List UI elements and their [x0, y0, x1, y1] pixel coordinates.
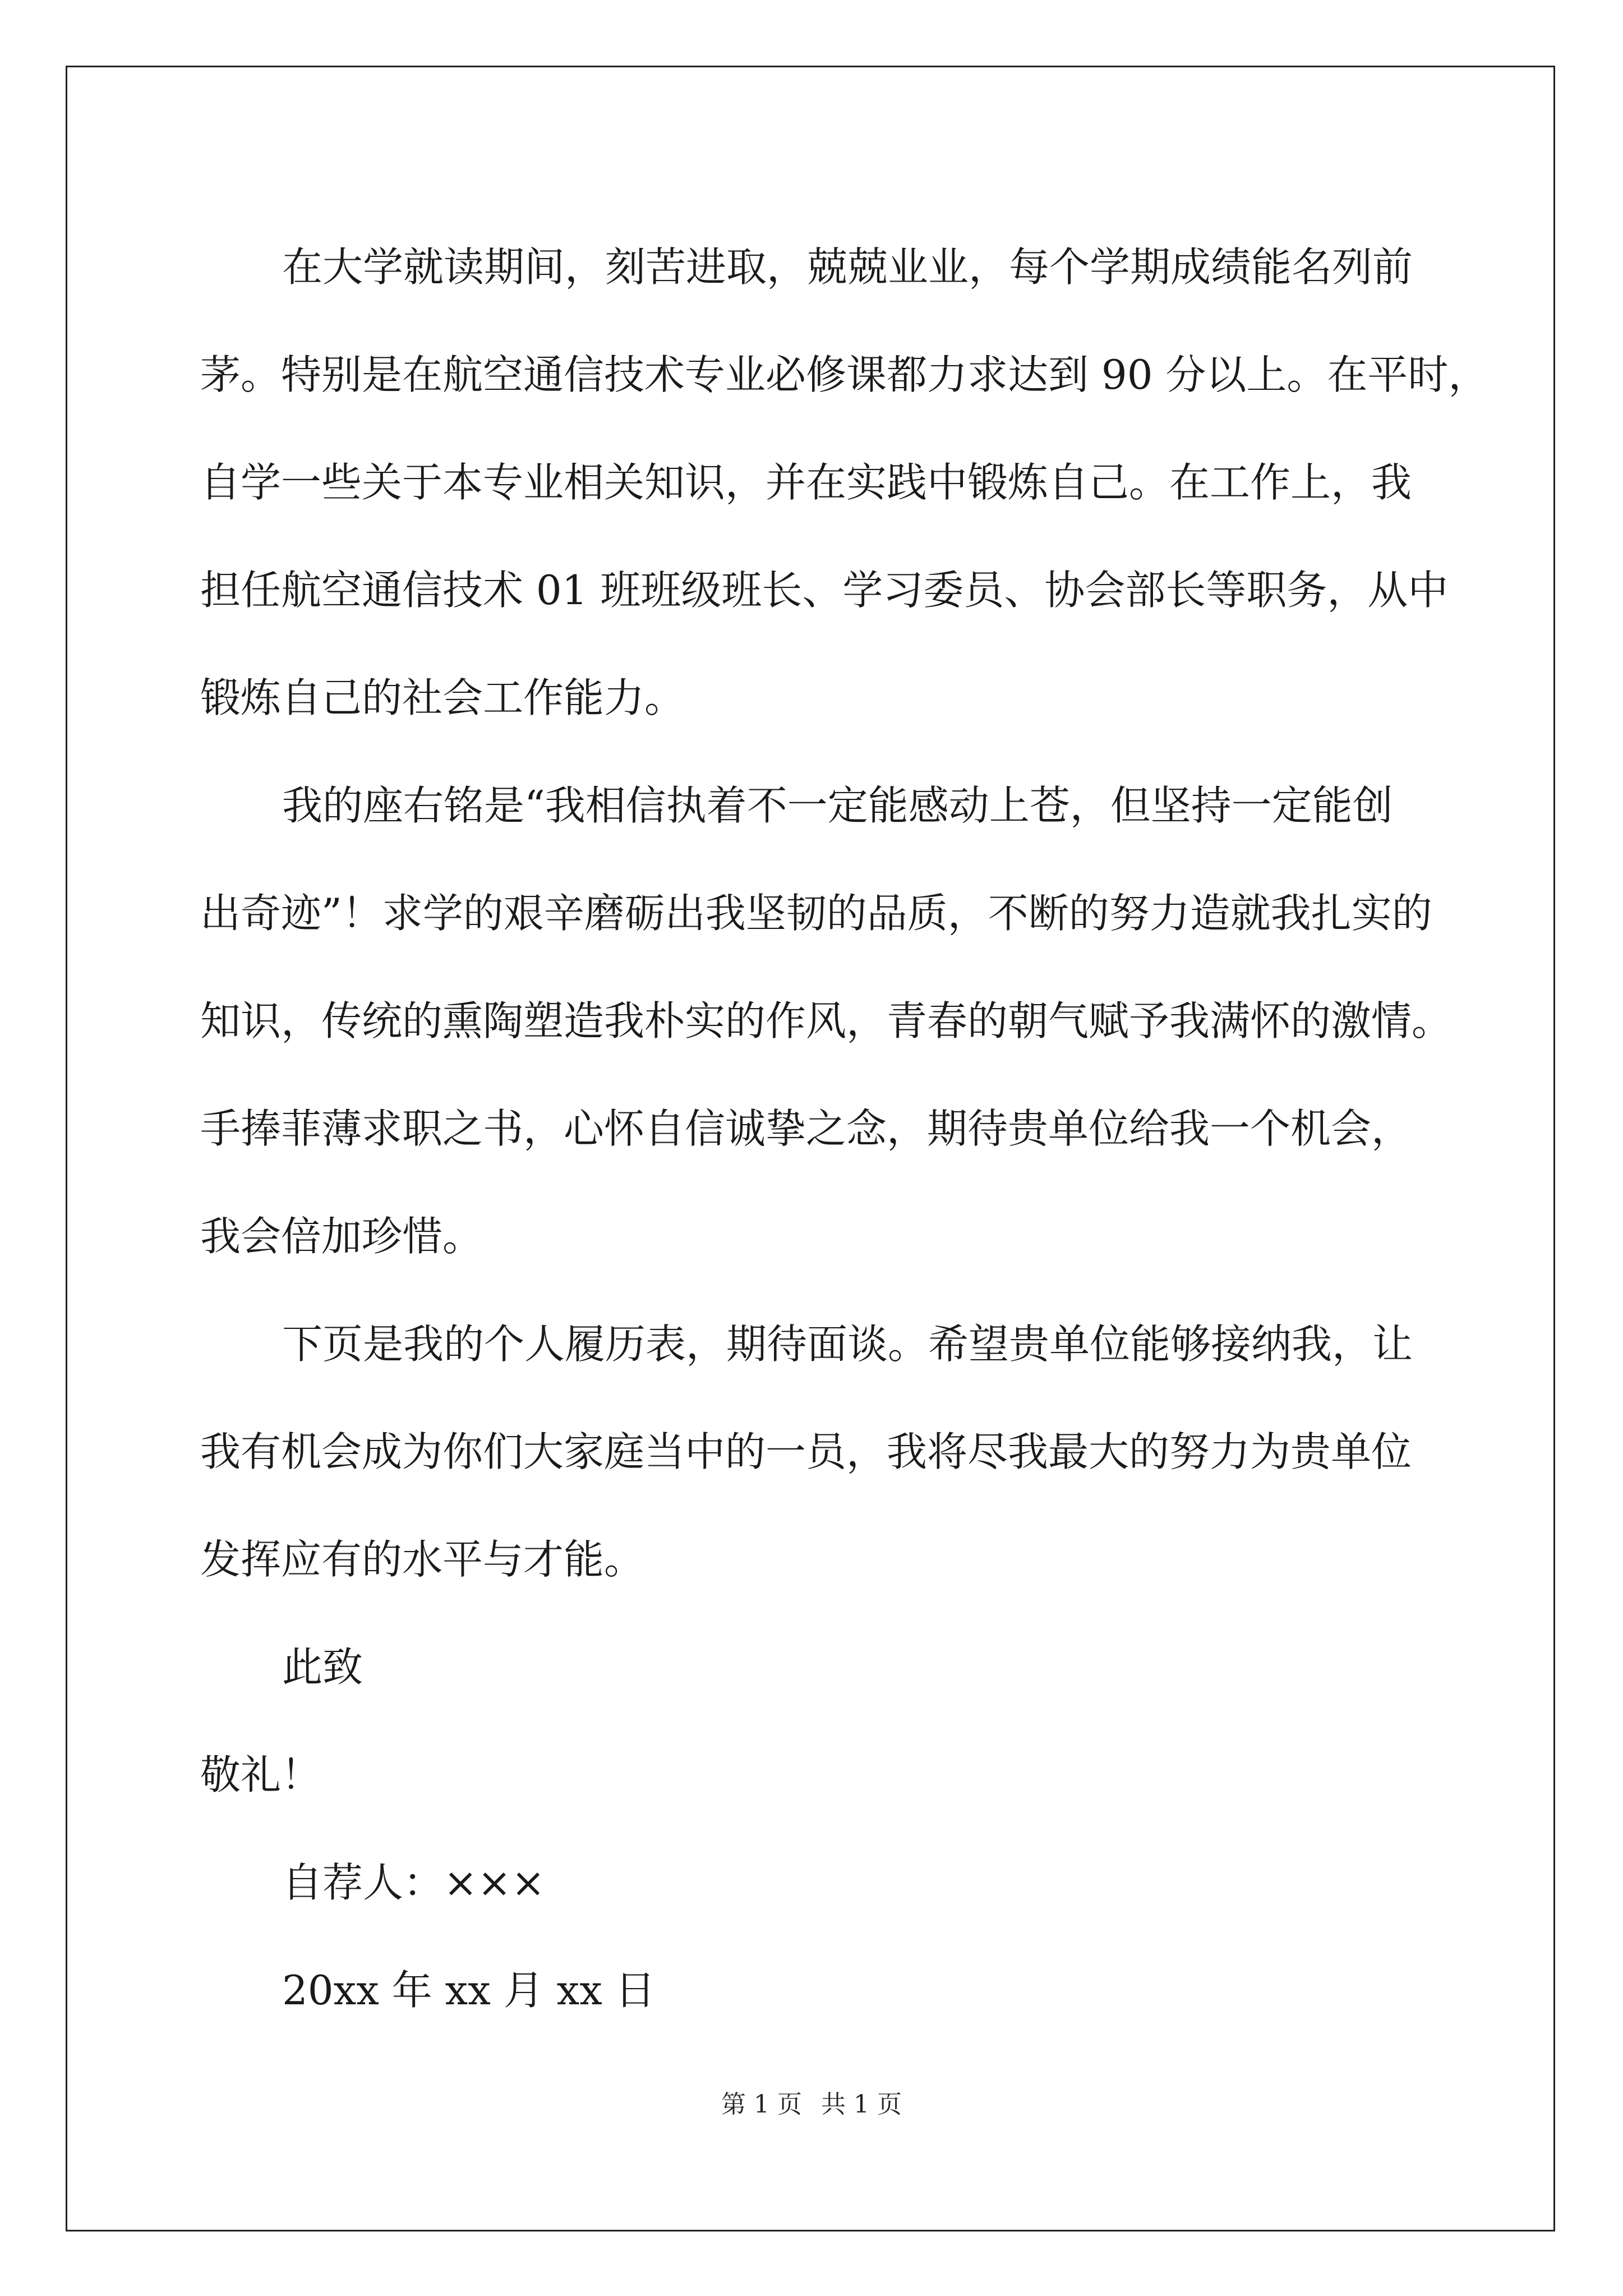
paragraph-2-line-5: 我会倍加珍惜。 [200, 1213, 483, 1260]
paragraph-3-line-3: 发挥应有的水平与才能。 [200, 1536, 645, 1583]
paragraph-1-line-1: 在大学就读期间，刻苦进取，兢兢业业，每个学期成绩能名列前 [282, 243, 1413, 291]
closing-salutation: 此致 [282, 1644, 363, 1691]
paragraph-2-line-4: 手捧菲薄求职之书，心怀自信诚挚之念，期待贵单位给我一个机会， [200, 1105, 1412, 1152]
paragraph-2-line-3: 知识，传统的熏陶塑造我朴实的作风，青春的朝气赋予我满怀的激情。 [200, 997, 1453, 1045]
paragraph-2-line-2: 出奇迹”！求学的艰辛磨砺出我坚韧的品质，不断的努力造就我扎实的 [200, 890, 1432, 937]
page-number-current: 第 1 页 [721, 2090, 802, 2119]
paragraph-3-line-1: 下页是我的个人履历表，期待面谈。希望贵单位能够接纳我，让 [282, 1320, 1413, 1368]
page-footer [0, 2088, 1623, 2122]
signature-line: 自荐人：××× [282, 1859, 545, 1906]
letter-body [200, 213, 1489, 2044]
paragraph-1-line-4: 担任航空通信技术 01 班班级班长、学习委员、协会部长等职务，从中 [200, 567, 1449, 614]
paragraph-3-line-2: 我有机会成为你们大家庭当中的一员，我将尽我最大的努力为贵单位 [200, 1428, 1412, 1475]
paragraph-1-line-3: 自学一些关于本专业相关知识，并在实践中锻炼自己。在工作上，我 [200, 459, 1412, 506]
date-line: 20xx 年 xx 月 xx 日 [282, 1967, 656, 2014]
paragraph-1-line-5: 锻炼自己的社会工作能力。 [200, 674, 685, 721]
page-number-total: 共 1 页 [821, 2090, 902, 2119]
paragraph-1-line-2: 茅。特别是在航空通信技术专业必修课都力求达到 90 分以上。在平时， [200, 351, 1489, 398]
paragraph-2-line-1: 我的座右铭是“我相信执着不一定能感动上苍，但坚持一定能创 [282, 782, 1393, 829]
closing-regards: 敬礼！ [200, 1751, 322, 1798]
